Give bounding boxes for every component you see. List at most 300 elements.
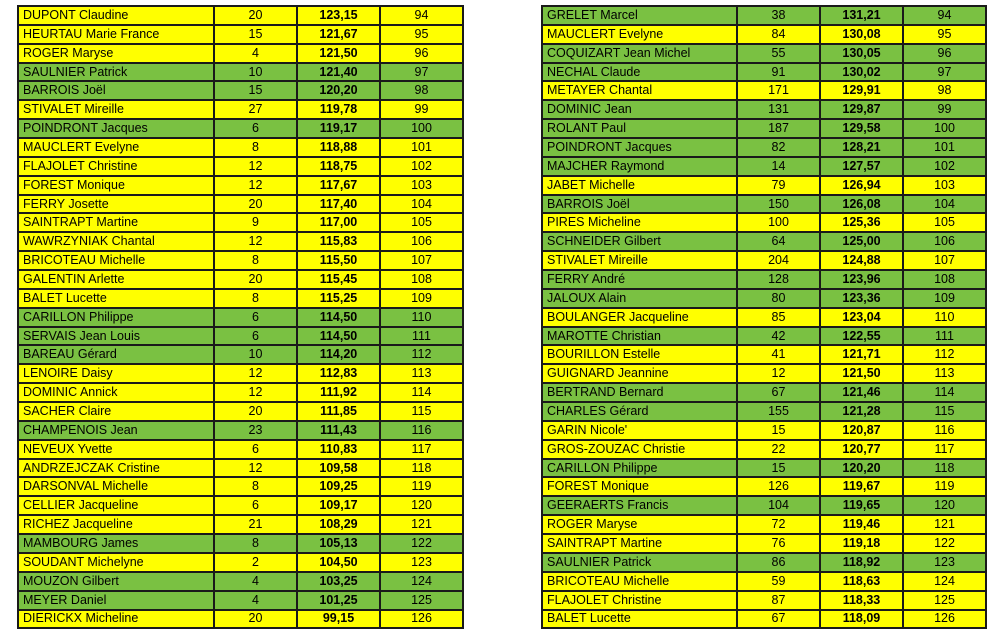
rank-number: 114 (903, 383, 986, 402)
rank-number: 118 (380, 459, 463, 478)
games-count: 42 (737, 327, 820, 346)
table-row (18, 289, 463, 308)
rank-number: 104 (380, 195, 463, 214)
rank-number: 101 (380, 138, 463, 157)
player-name: FERRY Josette (18, 195, 214, 214)
average-score: 120,20 (820, 459, 903, 478)
games-count: 126 (737, 477, 820, 496)
player-name: CARILLON Philippe (542, 459, 737, 478)
games-count: 15 (737, 459, 820, 478)
rank-number: 99 (903, 100, 986, 119)
rank-number: 122 (380, 534, 463, 553)
average-score: 129,87 (820, 100, 903, 119)
average-score: 123,15 (297, 6, 380, 25)
table-row (542, 610, 986, 629)
games-count: 10 (214, 63, 297, 82)
games-count: 12 (214, 364, 297, 383)
table-row (18, 44, 463, 63)
rank-number: 106 (380, 232, 463, 251)
games-count: 12 (214, 383, 297, 402)
games-count: 4 (214, 591, 297, 610)
table-row (542, 270, 986, 289)
average-score: 115,25 (297, 289, 380, 308)
rank-number: 96 (380, 44, 463, 63)
rank-number: 111 (380, 327, 463, 346)
table-row (18, 440, 463, 459)
table-row (18, 308, 463, 327)
games-count: 150 (737, 195, 820, 214)
table-row (18, 534, 463, 553)
player-name: GUIGNARD Jeannine (542, 364, 737, 383)
player-name: BERTRAND Bernard (542, 383, 737, 402)
player-name: POINDRONT Jacques (542, 138, 737, 157)
average-score: 130,05 (820, 44, 903, 63)
rank-number: 94 (380, 6, 463, 25)
rank-number: 103 (903, 176, 986, 195)
games-count: 20 (214, 402, 297, 421)
average-score: 121,50 (297, 44, 380, 63)
player-name: SAINTRAPT Martine (542, 534, 737, 553)
games-count: 204 (737, 251, 820, 270)
rank-number: 95 (903, 25, 986, 44)
player-name: ROLANT Paul (542, 119, 737, 138)
games-count: 4 (214, 44, 297, 63)
table-row (542, 327, 986, 346)
games-count: 20 (214, 610, 297, 629)
table-row (18, 364, 463, 383)
average-score: 118,92 (820, 553, 903, 572)
player-name: FERRY André (542, 270, 737, 289)
table-row (18, 176, 463, 195)
rank-number: 123 (903, 553, 986, 572)
average-score: 119,67 (820, 477, 903, 496)
table-row (18, 6, 463, 25)
table-row (542, 232, 986, 251)
table-row (18, 421, 463, 440)
table-row (542, 477, 986, 496)
rank-number: 109 (903, 289, 986, 308)
average-score: 131,21 (820, 6, 903, 25)
table-row (18, 496, 463, 515)
rank-number: 123 (380, 553, 463, 572)
games-count: 12 (214, 459, 297, 478)
player-name: MOUZON Gilbert (18, 572, 214, 591)
rank-number: 99 (380, 100, 463, 119)
table-row (18, 119, 463, 138)
table-row (542, 383, 986, 402)
average-score: 126,08 (820, 195, 903, 214)
table-row (542, 44, 986, 63)
rank-number: 113 (903, 364, 986, 383)
player-name: GRELET Marcel (542, 6, 737, 25)
rank-number: 114 (380, 383, 463, 402)
player-name: FOREST Monique (18, 176, 214, 195)
games-count: 84 (737, 25, 820, 44)
player-name: GARIN Nicole' (542, 421, 737, 440)
games-count: 187 (737, 119, 820, 138)
games-count: 4 (214, 572, 297, 591)
table-row (542, 591, 986, 610)
player-name: DIERICKX Micheline (18, 610, 214, 629)
games-count: 6 (214, 496, 297, 515)
table-row (542, 496, 986, 515)
player-name: HEURTAU Marie France (18, 25, 214, 44)
average-score: 115,83 (297, 232, 380, 251)
player-name: CELLIER Jacqueline (18, 496, 214, 515)
table-row (18, 25, 463, 44)
games-count: 67 (737, 383, 820, 402)
rank-number: 124 (903, 572, 986, 591)
player-name: JABET Michelle (542, 176, 737, 195)
average-score: 125,36 (820, 213, 903, 232)
average-score: 111,43 (297, 421, 380, 440)
games-count: 6 (214, 308, 297, 327)
rank-number: 102 (903, 157, 986, 176)
rank-number: 125 (380, 591, 463, 610)
table-row (18, 63, 463, 82)
table-row (18, 459, 463, 478)
average-score: 112,83 (297, 364, 380, 383)
table-row (542, 421, 986, 440)
rank-number: 113 (380, 364, 463, 383)
table-row (542, 81, 986, 100)
table-row (18, 327, 463, 346)
player-name: SAULNIER Patrick (18, 63, 214, 82)
games-count: 128 (737, 270, 820, 289)
average-score: 123,36 (820, 289, 903, 308)
ranking-table-left (17, 5, 464, 629)
player-name: BRICOTEAU Michelle (18, 251, 214, 270)
games-count: 55 (737, 44, 820, 63)
player-name: CARILLON Philippe (18, 308, 214, 327)
average-score: 121,50 (820, 364, 903, 383)
player-name: RICHEZ Jacqueline (18, 515, 214, 534)
average-score: 117,67 (297, 176, 380, 195)
rank-number: 115 (380, 402, 463, 421)
games-count: 21 (214, 515, 297, 534)
games-count: 15 (214, 81, 297, 100)
average-score: 123,96 (820, 270, 903, 289)
table-row (18, 232, 463, 251)
player-name: PIRES Micheline (542, 213, 737, 232)
table-row (542, 345, 986, 364)
player-name: WAWRZYNIAK Chantal (18, 232, 214, 251)
rank-number: 124 (380, 572, 463, 591)
player-name: FLAJOLET Christine (542, 591, 737, 610)
average-score: 118,75 (297, 157, 380, 176)
average-score: 119,18 (820, 534, 903, 553)
player-name: BARROIS Joël (18, 81, 214, 100)
table-row (542, 289, 986, 308)
player-name: MAROTTE Christian (542, 327, 737, 346)
table-row (542, 440, 986, 459)
table-row (542, 119, 986, 138)
games-count: 171 (737, 81, 820, 100)
table-row (542, 534, 986, 553)
player-name: FOREST Monique (542, 477, 737, 496)
games-count: 82 (737, 138, 820, 157)
average-score: 127,57 (820, 157, 903, 176)
average-score: 118,09 (820, 610, 903, 629)
games-count: 22 (737, 440, 820, 459)
rank-number: 109 (380, 289, 463, 308)
rank-number: 96 (903, 44, 986, 63)
games-count: 72 (737, 515, 820, 534)
games-count: 38 (737, 6, 820, 25)
rank-number: 122 (903, 534, 986, 553)
rank-number: 107 (380, 251, 463, 270)
rank-number: 107 (903, 251, 986, 270)
rank-number: 117 (380, 440, 463, 459)
player-name: SAINTRAPT Martine (18, 213, 214, 232)
average-score: 117,00 (297, 213, 380, 232)
rank-number: 97 (380, 63, 463, 82)
games-count: 12 (214, 157, 297, 176)
rank-number: 103 (380, 176, 463, 195)
rank-number: 100 (380, 119, 463, 138)
average-score: 118,33 (820, 591, 903, 610)
player-name: GEERAERTS Francis (542, 496, 737, 515)
table-row (18, 138, 463, 157)
average-score: 121,40 (297, 63, 380, 82)
rank-number: 106 (903, 232, 986, 251)
player-name: ROGER Maryse (542, 515, 737, 534)
average-score: 114,50 (297, 327, 380, 346)
rank-number: 125 (903, 591, 986, 610)
table-row (542, 100, 986, 119)
games-count: 59 (737, 572, 820, 591)
player-name: NECHAL Claude (542, 63, 737, 82)
games-count: 23 (214, 421, 297, 440)
player-name: BAREAU Gérard (18, 345, 214, 364)
games-count: 87 (737, 591, 820, 610)
average-score: 115,45 (297, 270, 380, 289)
table-row (542, 459, 986, 478)
games-count: 100 (737, 213, 820, 232)
rank-number: 116 (903, 421, 986, 440)
games-count: 104 (737, 496, 820, 515)
average-score: 109,17 (297, 496, 380, 515)
rank-number: 126 (903, 610, 986, 629)
table-row (18, 477, 463, 496)
table-row (18, 100, 463, 119)
player-name: CHARLES Gérard (542, 402, 737, 421)
player-name: METAYER Chantal (542, 81, 737, 100)
games-count: 14 (737, 157, 820, 176)
average-score: 129,91 (820, 81, 903, 100)
rank-number: 100 (903, 119, 986, 138)
player-name: NEVEUX Yvette (18, 440, 214, 459)
games-count: 91 (737, 63, 820, 82)
table-row (542, 176, 986, 195)
player-name: DARSONVAL Michelle (18, 477, 214, 496)
player-name: GROS-ZOUZAC Christie (542, 440, 737, 459)
table-row (18, 553, 463, 572)
average-score: 101,25 (297, 591, 380, 610)
player-name: LENOIRE Daisy (18, 364, 214, 383)
player-name: POINDRONT Jacques (18, 119, 214, 138)
rank-number: 110 (380, 308, 463, 327)
table-row (542, 515, 986, 534)
table-row (18, 270, 463, 289)
rank-number: 108 (380, 270, 463, 289)
table-row (18, 591, 463, 610)
table-row (18, 195, 463, 214)
table-row (18, 213, 463, 232)
table-row (542, 195, 986, 214)
average-score: 111,85 (297, 402, 380, 421)
rank-number: 111 (903, 327, 986, 346)
player-name: CHAMPENOIS Jean (18, 421, 214, 440)
rank-number: 115 (903, 402, 986, 421)
rank-number: 117 (903, 440, 986, 459)
rank-number: 104 (903, 195, 986, 214)
average-score: 119,46 (820, 515, 903, 534)
ranking-table-right (541, 5, 987, 629)
games-count: 9 (214, 213, 297, 232)
average-score: 108,29 (297, 515, 380, 534)
rank-number: 97 (903, 63, 986, 82)
player-name: SOUDANT Michelyne (18, 553, 214, 572)
average-score: 124,88 (820, 251, 903, 270)
rank-number: 116 (380, 421, 463, 440)
table-row (542, 364, 986, 383)
games-count: 12 (214, 176, 297, 195)
average-score: 114,20 (297, 345, 380, 364)
player-name: SACHER Claire (18, 402, 214, 421)
games-count: 85 (737, 308, 820, 327)
games-count: 8 (214, 534, 297, 553)
games-count: 15 (214, 25, 297, 44)
rank-number: 121 (380, 515, 463, 534)
games-count: 20 (214, 270, 297, 289)
average-score: 118,88 (297, 138, 380, 157)
player-name: STIVALET Mireille (18, 100, 214, 119)
average-score: 118,63 (820, 572, 903, 591)
table-row (18, 81, 463, 100)
rank-number: 102 (380, 157, 463, 176)
rank-number: 121 (903, 515, 986, 534)
rank-number: 105 (380, 213, 463, 232)
table-row (542, 553, 986, 572)
average-score: 121,67 (297, 25, 380, 44)
table-row (542, 213, 986, 232)
average-score: 105,13 (297, 534, 380, 553)
table-row (18, 402, 463, 421)
table-row (542, 138, 986, 157)
average-score: 120,20 (297, 81, 380, 100)
player-name: MAUCLERT Evelyne (18, 138, 214, 157)
games-count: 131 (737, 100, 820, 119)
games-count: 6 (214, 327, 297, 346)
player-name: BARROIS Joël (542, 195, 737, 214)
rank-number: 126 (380, 610, 463, 629)
games-count: 20 (214, 195, 297, 214)
rank-number: 108 (903, 270, 986, 289)
rank-number: 95 (380, 25, 463, 44)
player-name: BOULANGER Jacqueline (542, 308, 737, 327)
average-score: 117,40 (297, 195, 380, 214)
games-count: 6 (214, 440, 297, 459)
ranking-table-left-body (18, 6, 463, 628)
games-count: 15 (737, 421, 820, 440)
games-count: 8 (214, 138, 297, 157)
player-name: JALOUX Alain (542, 289, 737, 308)
average-score: 122,55 (820, 327, 903, 346)
average-score: 110,83 (297, 440, 380, 459)
player-name: BALET Lucette (542, 610, 737, 629)
rank-number: 98 (903, 81, 986, 100)
table-row (542, 402, 986, 421)
rank-number: 112 (903, 345, 986, 364)
rank-number: 94 (903, 6, 986, 25)
player-name: COQUIZART Jean Michel (542, 44, 737, 63)
games-count: 12 (214, 232, 297, 251)
average-score: 120,87 (820, 421, 903, 440)
average-score: 128,21 (820, 138, 903, 157)
table-row (542, 63, 986, 82)
average-score: 129,58 (820, 119, 903, 138)
rank-number: 120 (380, 496, 463, 515)
average-score: 125,00 (820, 232, 903, 251)
ranking-table-right-body (542, 6, 986, 628)
games-count: 20 (214, 6, 297, 25)
games-count: 8 (214, 477, 297, 496)
games-count: 80 (737, 289, 820, 308)
average-score: 123,04 (820, 308, 903, 327)
player-name: BOURILLON Estelle (542, 345, 737, 364)
games-count: 8 (214, 289, 297, 308)
player-name: FLAJOLET Christine (18, 157, 214, 176)
player-name: GALENTIN Arlette (18, 270, 214, 289)
player-name: STIVALET Mireille (542, 251, 737, 270)
average-score: 130,08 (820, 25, 903, 44)
games-count: 6 (214, 119, 297, 138)
table-row (542, 6, 986, 25)
rank-number: 118 (903, 459, 986, 478)
average-score: 109,25 (297, 477, 380, 496)
games-count: 2 (214, 553, 297, 572)
rank-number: 119 (380, 477, 463, 496)
average-score: 99,15 (297, 610, 380, 629)
average-score: 115,50 (297, 251, 380, 270)
games-count: 27 (214, 100, 297, 119)
average-score: 121,71 (820, 345, 903, 364)
rank-number: 110 (903, 308, 986, 327)
table-row (18, 610, 463, 629)
games-count: 12 (737, 364, 820, 383)
games-count: 86 (737, 553, 820, 572)
games-count: 155 (737, 402, 820, 421)
games-count: 8 (214, 251, 297, 270)
table-row (18, 383, 463, 402)
player-name: MAJCHER Raymond (542, 157, 737, 176)
average-score: 109,58 (297, 459, 380, 478)
player-name: SCHNEIDER Gilbert (542, 232, 737, 251)
rank-number: 120 (903, 496, 986, 515)
rank-number: 98 (380, 81, 463, 100)
average-score: 119,17 (297, 119, 380, 138)
games-count: 79 (737, 176, 820, 195)
table-row (542, 157, 986, 176)
games-count: 10 (214, 345, 297, 364)
games-count: 76 (737, 534, 820, 553)
player-name: MAUCLERT Evelyne (542, 25, 737, 44)
table-row (542, 308, 986, 327)
average-score: 120,77 (820, 440, 903, 459)
table-row (18, 157, 463, 176)
player-name: DOMINIC Jean (542, 100, 737, 119)
